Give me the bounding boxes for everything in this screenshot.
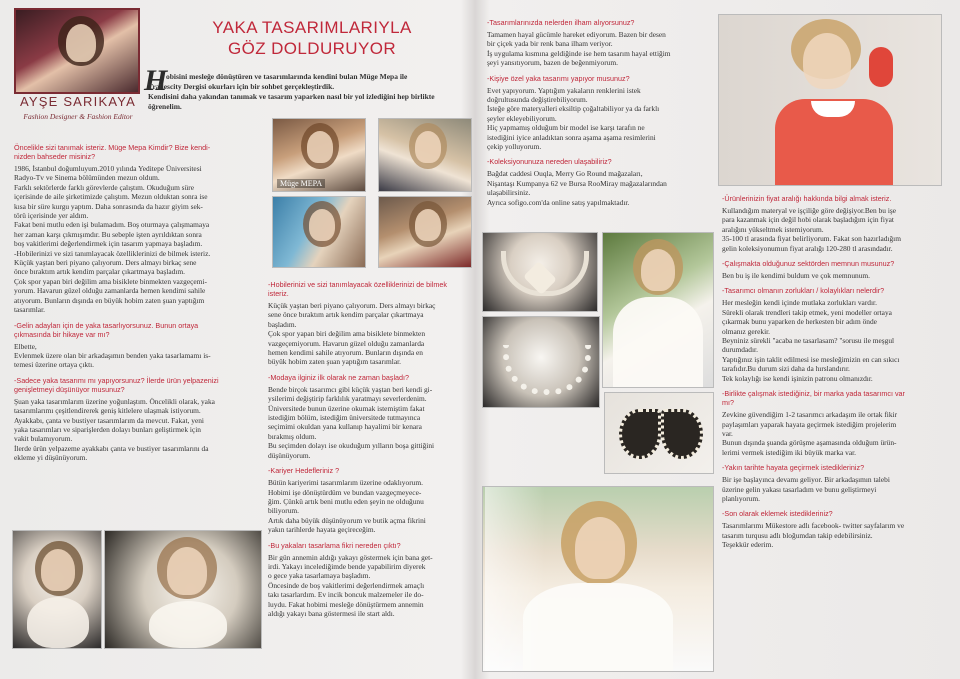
collar-flatlay-photo: [604, 392, 714, 474]
article-column-3: [487, 12, 709, 211]
interview-question: -Son olarak eklemek istedikleriniz?: [722, 509, 833, 519]
interview-answer: Bir işe başlayınca devamı geliyor. Bir arkadaşımın talebi üzerine gelin yakası tasarladım ve bunu geliştirmeyi planlıyorum.: [722, 475, 890, 503]
interview-answer: Kullandığım materyal ve işçiliğe göre değişiyor.Ben bu işe para kazanmak için değil hobi olarak başladığım için fiyat aralığını yükseltmek istemiyorum. 35-100 tl arasında fiyat belirliyorum. Fakat son hazırladığım gelin koleksiyonumun fiyat aralığı 120-280 tl arasındadır.: [722, 206, 901, 253]
necklace-photo-1: [482, 232, 598, 312]
intro-text: obisini mesleğe dönüştüren ve tasarımlarında kendini bulan Müge Mepa ile Trallescity Dergisi okurları için bir sohbet gerçekleştirdik. Kendisini daha yakından tanımak ve tasarım yaparken nasıl bir yol izlediğini hep birlikte öğrenelim.: [148, 72, 435, 111]
article-title-line2: GÖZ DOLDURUYOR: [227, 39, 397, 58]
interview-question: -Çalışmakta olduğunuz sektörden memnun musunuz?: [722, 259, 895, 269]
photo-caption: Müge MEPA: [277, 179, 325, 188]
author-role: Fashion Designer & Fashion Editor: [23, 112, 133, 121]
interview-question: -Yakın tarihte hayata geçirmek istedikleriniz?: [722, 463, 865, 473]
interview-question: -Hobilerinizi ve sizi tanımlayacak özelliklerinizi de bilmek isteriz.: [268, 280, 447, 298]
article-column-1: [14, 137, 268, 467]
interview-answer: 1986, İstanbul doğumluyum.2010 yılında Yeditepe Üniversitesi Radyo-Tv ve Sinema bölümünden mezun oldum. Farklı sektörlerde farklı görevlerde çalıştım. Okuduğum süre içerisinde de aile şirketimizde çalıştım. Mezun olduktan sonra ise kısa bir süre kurgu yaptım. Daha sonrasında da hazır giyim sek- törü içerisinde yer aldım. Fakat beni mutlu eden işi bulamadım. Boş oturmaya çalışmamaya her zaman karşı çıkmışımdır. Bu sebeple işten ayrıldıktan sonra boş vakitlerimi değerlendirmek için tasarım yapmaya başladım. -Hobilerinizi ve sizi tanımlayacak özelliklerinizi de bilmek isteriz. Küçük yaştan beri piyano çalıyorum. Ders almayı birkaç sene önce bıraktım artık kendim parçalar çıkartmaya başladım. Çok spor yapan biri değilim ama bisiklete binmekten vazgeçemi- yorum. Havarun güzel olduğu zamanlarda hemen kendimi sahile atıyorum. Bunların dışında en büyük hobim zaten şuan yaptığım tasarımlar.: [14, 164, 211, 315]
bride-fur-photo: [602, 232, 714, 388]
interview-question: -Gelin adayları için de yaka tasarlıyorsunuz. Bunun ortaya çıkmasında bir hikaye var mı?: [14, 320, 199, 339]
mepa-photo-2: [378, 118, 472, 192]
collar-photo-1: [12, 530, 102, 649]
necklace-photo-2: [482, 316, 600, 408]
interview-question: -Modaya ilginiz ilk olarak ne zaman başladı?: [268, 372, 410, 382]
author-name: AYŞE SARIKAYA: [19, 94, 137, 109]
bride-veil-photo: [482, 486, 714, 672]
interview-answer: Şuan yaka tasarımlarım üzerine yoğunlaştım. Öncelikli olarak, yaka tasarımlarımı çeşitlendirerek geniş kitlelere ulaşmak istiyorum. Ayakkabı, çanta ve bustiyer tasarımlarım da mevcut. Fakat, yeni yaka tasarımları ve siparişlerden dolayı bunları geliştirmek için vakit bulamıyorum. İlerde ürün yelpazeme ayakkabı çanta ve bustiyer tasarımlarını da ekleme yi düşünüyorum.: [14, 396, 215, 463]
interview-question: -Sadece yaka tasarımı mı yapıyorsunuz? İlerde ürün yelpazenizi genişletmeyi düşünüyor musunuz?: [14, 375, 219, 394]
interview-answer: Bağdat caddesi Ouqla, Merry Go Round mağazaları, Nişantaşı Kumpanya 62 ve Bursa RooMiray mağazalarından ulaşabilirsiniz. Ayrıca sofigo.com'da online satış yapılmaktadır.: [487, 169, 667, 207]
article-column-4: [722, 188, 944, 554]
interview-question: -Bu yakaları tasarlama fikri nereden çıktı?: [268, 540, 401, 550]
interview-answer: Bütün kariyerimi tasarımlarım üzerine odaklıyorum. Hobimi işe dönüştürdüm ve bundan vazgeçmeyece- ğim. Çünkü artık beni mutlu eden şeyin ne olduğunu biliyorum. Artık daha büyük düşünüyorum ve butik açma fikrini yakın tarihlerde hayata geçireceğim.: [268, 478, 426, 535]
interview-answer: Bir gün annemin aldığı yakayı göstermek için bana get- irdi. Yakayı incelediğimde bende yapabilirim diyerek o gece yaka tasarlamaya başladım. Öncesinde de boş vakitlerimi değerlendirmek amaçlı takı tasarlardım. Ev incik boncuk malzemeler ile do- luydu. Fakat hobimi mesleğe dönüştürmem annemin aldığı yakayı bana göstermesi ile start aldı.: [268, 552, 433, 618]
interview-answer: Bende birçok tasarımcı gibi küçük yaştan beri kendi gi- ysilerimi değiştirip farklılık yaratmayı severlerdenim. Üniversitede bunun üzerine okumak istemiştim fakat istediğim bölüm, istediğim üniversitede tutmayınca seçimimi okuldan yana kullanıp hayalimi bir kenara bırakmış oldum. Bu seçimden dolayı ise okuduğum yılların boşa gittiğini düşünüyorum.: [268, 384, 435, 460]
interview-answer: Her mesleğin kendi içinde mutlaka zorlukları vardır. Sürekli olarak trendleri takip etmek, yeni modeller ortaya çıkarmak bunu yaparken de herkesten bir adım önde olmanız gerekir. Beyniniz sürekli "acaba ne tasarlasam? "sorusu ile meşgul durumdadır. Yaptığınız işin taklit edilmesi ise mesleğimizin en can sıkıcı tarafıdır.Bu durum sizi daha da hırslandırır. Tek kolaylığı ise kendi işinizin patronu olmanızdır.: [722, 298, 900, 383]
article-column-2: [268, 274, 474, 622]
interview-answer: Küçük yaştan beri piyano çalıyorum. Ders almayı birkaç sene önce bıraktım artık kendim parçalar çıkartmaya başladım. Çok spor yapan biri değilim ama bisiklete binmekten vazgeçemiyorum. Havarun güzel olduğu zamanlarda hemen kendimi sahile atıyorum. Bunların dışında en büyük hobim zaten şuan yaptığım tasarımlar.: [268, 301, 436, 367]
collar-photo-2: [104, 530, 262, 649]
interview-question: -Koleksiyonunuza nereden ulaşabiliriz?: [487, 157, 612, 167]
intro-dropcap: H: [144, 64, 168, 97]
interview-answer: Evet yapıyorum. Yaptığım yakaların renklerini istek doğrultusunda değiştirebiliyorum. İsteğe göre materyalleri eksiltip çoğaltabiliyor ya da farklı şeyler ekleyebiliyorum. Hiç yapmamış olduğum bir model ise karşı tarafın ne istediğini iyice anladıktan sonra aşama aşama resimlerini çekip yolluyorum.: [487, 85, 660, 152]
mepa-photo-4: [378, 196, 472, 268]
interview-answer: Ben bu iş ile kendimi buldum ve çok memnunum.: [722, 271, 871, 281]
interview-question: Öncelikle sizi tanımak isteriz. Müge Mepa Kimdir? Bize kendi- nizden bahseder misiniz?: [14, 143, 211, 161]
mepa-photo-1: [272, 118, 366, 192]
article-title-line1: YAKA TASARIMLARIYLA: [212, 18, 412, 37]
interview-question: -Tasarımcı olmanın zorlukları / kolaylıkları nelerdir?: [722, 286, 885, 296]
mepa-photo-3: [272, 196, 366, 268]
interview-answer: Tasarımlarımı Mükestore adlı facebook- twitter sayfalarım ve tasarım turqusu adlı bloğumdan takip edebilirsiniz. Teşekkür ederim.: [722, 521, 905, 550]
interview-answer: Tamamen hayal gücümle hareket ediyorum. Bazen bir desen bir çiçek yada bir renk bana ilham veriyor. İş uygulama kısmına geldiğinde ise hem tasarım hayal ettiğim şeyi yansıtıyorum, bazen de beğenmiyorum.: [487, 30, 671, 68]
interview-question: -Kariyer Hedefleriniz ?: [268, 466, 340, 476]
interview-question: -Tasarımlarınızda nelerden ilham alıyorsunuz?: [487, 18, 635, 27]
interview-question: -Birlikte çalışmak istediğiniz, bir marka yada tasarımcı var mı?: [722, 389, 905, 408]
singer-headphones-photo: [718, 14, 942, 186]
interview-question: -Ürünlerinizin fiyat aralığı hakkında bilgi almak isteriz.: [722, 194, 892, 203]
author-portrait: [14, 8, 140, 94]
interview-answer: Zevkine güvendiğim 1-2 tasarımcı arkadaşım ile ortak fikir paylaşımları yaparak hayata geçirmek istediğim projelerim var. Bunun dışında şuanda görüşme aşamasında olduğum ürün- lerimi vermek istediğim iki büyük marka var.: [722, 410, 898, 457]
interview-question: -Kişiye özel yaka tasarımı yapıyor musunuz?: [487, 73, 630, 83]
interview-answer: Elbette, Evlenmek üzere olan bir arkadaşımın benden yaka tasarlamamı is- temesi üzerine ortaya çıktı.: [14, 341, 211, 370]
